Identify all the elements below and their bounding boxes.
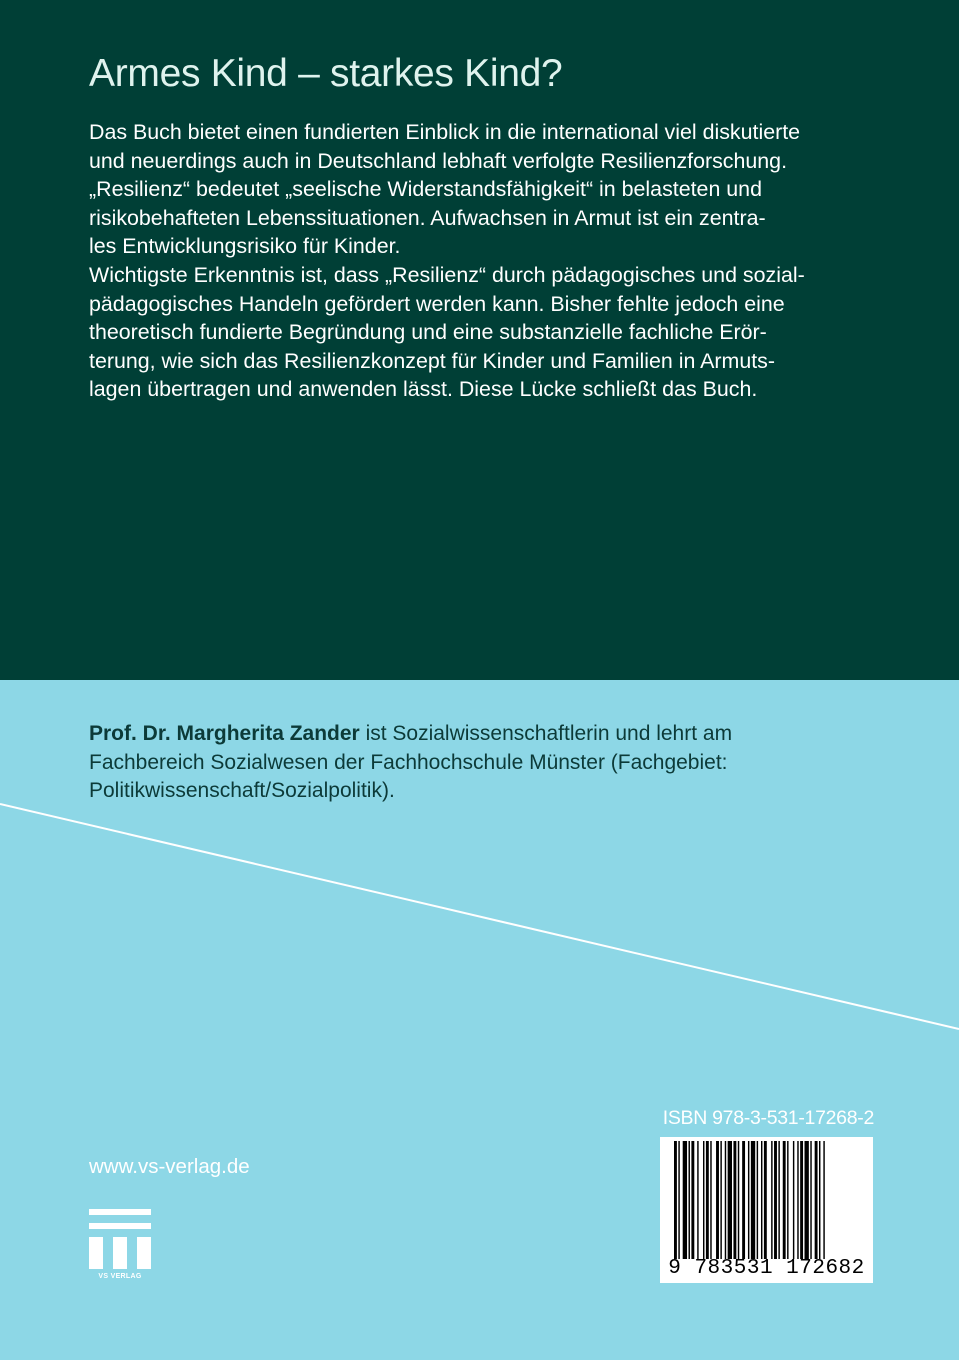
- barcode-digits: 9 783531 172682: [668, 1257, 865, 1280]
- diagonal-line: [0, 780, 959, 1040]
- barcode-bar: [815, 1141, 818, 1259]
- barcode-bar: [697, 1141, 698, 1259]
- book-title: Armes Kind – starkes Kind?: [89, 52, 563, 95]
- author-name: Prof. Dr. Margherita Zander: [89, 722, 360, 745]
- blurb-line: les Entwicklungsrisiko für Kinder.: [89, 234, 401, 259]
- barcode-bar: [738, 1141, 739, 1259]
- barcode-bar: [774, 1141, 777, 1259]
- publisher-logo-icon: [89, 1209, 151, 1283]
- barcode-bar: [703, 1141, 704, 1259]
- author-bio-line: Fachbereich Sozialwesen der Fachhochschule Münster (Fachgebiet:: [89, 750, 728, 774]
- author-bio-line: Politikwissenschaft/Sozialpolitik).: [89, 779, 395, 802]
- barcode-bar: [823, 1141, 824, 1259]
- barcode-bar: [783, 1141, 786, 1259]
- barcode-bar: [720, 1141, 721, 1259]
- barcode-bar: [764, 1141, 767, 1259]
- blurb-line: Wichtigste Erkenntnis ist, dass „Resilienz“ durch pädagogisches und sozial-: [89, 262, 805, 287]
- barcode-bar: [748, 1141, 749, 1259]
- blurb-line: lagen übertragen und anwenden lässt. Diese Lücke schließt das Buch.: [89, 377, 758, 402]
- blurb-line: risikobehafteten Lebenssituationen. Aufwachsen in Armut ist ein zentra-: [89, 205, 766, 230]
- blurb-line: theoretisch fundierte Begründung und eine substanzielle fachliche Erör-: [89, 320, 767, 345]
- barcode-bar: [778, 1141, 779, 1259]
- publisher-url: www.vs-verlag.de: [89, 1155, 250, 1178]
- barcode-bar: [742, 1141, 745, 1259]
- barcode-bar: [689, 1141, 690, 1259]
- barcode-bar: [725, 1141, 726, 1259]
- barcode-bar: [805, 1141, 809, 1259]
- barcode: [660, 1137, 873, 1283]
- barcode-bar: [710, 1141, 711, 1259]
- barcode-bar: [819, 1141, 820, 1259]
- blurb-line: und neuerdings auch in Deutschland lebhaft verfolgte Resilienzforschung.: [89, 148, 788, 173]
- book-blurb: [89, 118, 879, 404]
- barcode-bar: [683, 1141, 687, 1259]
- publisher-logo-text: VS VERLAG: [98, 1273, 142, 1280]
- barcode-bar: [691, 1141, 694, 1259]
- barcode-bar: [810, 1141, 811, 1259]
- barcode-bar: [728, 1141, 732, 1259]
- barcode-bar: [761, 1141, 762, 1259]
- barcode-bar: [793, 1141, 794, 1259]
- barcode-bar: [757, 1141, 758, 1259]
- barcode-bar: [674, 1141, 677, 1259]
- barcode-bar: [706, 1141, 709, 1259]
- barcode-bar: [733, 1141, 736, 1259]
- barcode-bar: [716, 1141, 719, 1259]
- blurb-line: „Resilienz“ bedeutet „seelische Widerstandsfähigkeit“ in belasteten und: [89, 177, 762, 202]
- author-bio-text: ist Sozialwissenschaftlerin und lehrt am: [359, 722, 733, 745]
- blurb-line: pädagogisches Handeln gefördert werden kann. Bisher fehlte jedoch eine: [89, 291, 785, 316]
- author-bio-line: [89, 720, 889, 749]
- barcode-bar: [771, 1141, 772, 1259]
- blurb-line: terung, wie sich das Resilienzkonzept für Kinder und Familien in Armuts-: [89, 348, 776, 373]
- barcode-bar: [797, 1141, 798, 1259]
- barcode-bar: [800, 1141, 803, 1259]
- blurb-line: Das Buch bietet einen fundierten Einblick in die international viel diskutierte: [89, 120, 801, 144]
- barcode-bar: [787, 1141, 788, 1259]
- isbn-label: ISBN 978-3-531-17268-2: [662, 1107, 874, 1129]
- barcode-bar: [678, 1141, 679, 1259]
- barcode-bar: [751, 1141, 755, 1259]
